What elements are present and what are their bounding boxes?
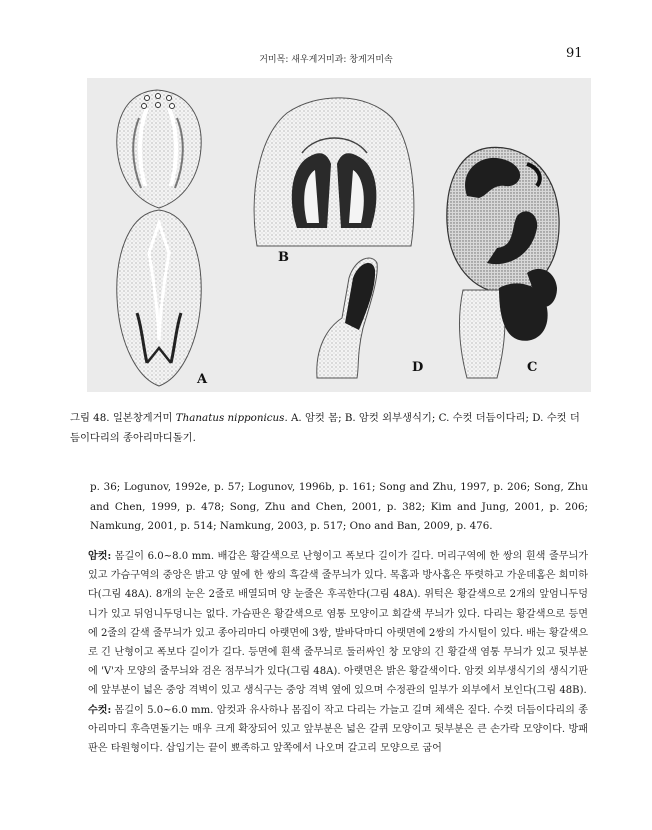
figure-caption — [70, 408, 586, 448]
female-text: 몸길이 6.0~8.0 mm. 배갑은 황갈색으로 난형이고 폭보다 길이가 길다. 머리구역에 한 쌍의 흰색 줄무늬가 있고 가슴구역의 중앙은 밝고 양 옆에 한 쌍의 흑갈색 줄무늬가 있다. 목홈과 방사홈은 뚜렷하고 가운데홈은 희미하다(그림 48A). 8개의 눈은 2줄로 배열되며 양 눈줄은 후곡한다(그림 48A). 위턱은 황갈색으로 2개의 앞엄니두덩니가 있고 뒤엄니두덩니는 없다. 가슴판은 황갈색으로 염통 모양이고 회갈색 무늬가 있다. 다리는 황갈색으로 등면에 2줄의 갈색 줄무늬가 있고 종아리마디 아랫면에 3쌍, 발바닥마디 아랫면에 2쌍의 가시털이 있다. 배는 황갈색으로 긴 난형이고 폭보다 길이가 길다. 등면에 흰색 줄무늬로 둘러싸인 창 모양의 긴 황갈색 염통 무늬가 있고 뒷부분에 'V'자 모양의 줄무늬와 검은 점무늬가 있다(그림 48A). 아랫면은 밝은 황갈색이다. 암컷 외부생식기의 생식기판에 앞부분이 넓은 중앙 격벽이 있고 생식구는 중앙 격벽 옆에 있으며 수정관의 일부가 외부에서 보인다(그림 48B). — [88, 551, 588, 697]
male-text: 몸길이 5.0~6.0 mm. 암컷과 유사하나 몸집이 작고 다리는 가늘고 길며 체색은 짙다. 수컷 더듬이다리의 종아리마디 후측면돌기는 매우 크게 확장되어 있고 앞부분은 넓은 갈퀴 모양이고 뒷부분은 큰 손가락 모양이다. 방패판은 타원형이다. 삽입기는 끝이 뾰족하고 앞쪽에서 나오며 갈고리 모양으로 굽어 — [88, 704, 588, 755]
caption-suffix: . A. 암컷 몸; B. 암컷 외부생식기; C. 수컷 더듬이다리; D. 수컷 더듬이다리의 종아리마디돌기. — [70, 412, 580, 444]
female-description — [88, 547, 588, 701]
male-description — [88, 701, 588, 759]
references-paragraph: p. 36; Logunov, 1992e, p. 57; Logunov, 1996b, p. 161; Song and Zhu, 1997, p. 206; Song, Zhu and Chen, 1999, p. 478; Song, Zhu and Chen, 2001, p. 382; Kim and Jung, 2001, p. 206; Namkung, 2001, p. 514; Namkung, 2003, p. 517; Ono and Ban, 2009, p. 476. — [90, 481, 588, 532]
caption-prefix: 그림 48. 일본창게거미 — [70, 412, 176, 424]
description-body — [88, 547, 588, 758]
panel-label-c: C — [527, 360, 538, 375]
caption-species: Thanatus nipponicus — [175, 412, 285, 424]
panel-label-d: D — [412, 360, 424, 375]
panel-label-a: A — [197, 372, 208, 387]
male-palp-drawing — [447, 147, 559, 378]
spider-body-drawing — [117, 90, 201, 386]
figure-plate — [87, 78, 591, 392]
epigyne-drawing — [254, 98, 414, 246]
figure-illustration — [87, 78, 591, 392]
tibial-apophysis-drawing — [317, 258, 377, 378]
page-number: 91 — [566, 46, 583, 61]
female-lead: 암컷: — [88, 551, 112, 562]
male-lead: 수컷: — [88, 704, 112, 716]
running-title: 거미목: 새우게거미과: 창게거미속 — [259, 55, 393, 65]
panel-label-b: B — [278, 250, 289, 265]
